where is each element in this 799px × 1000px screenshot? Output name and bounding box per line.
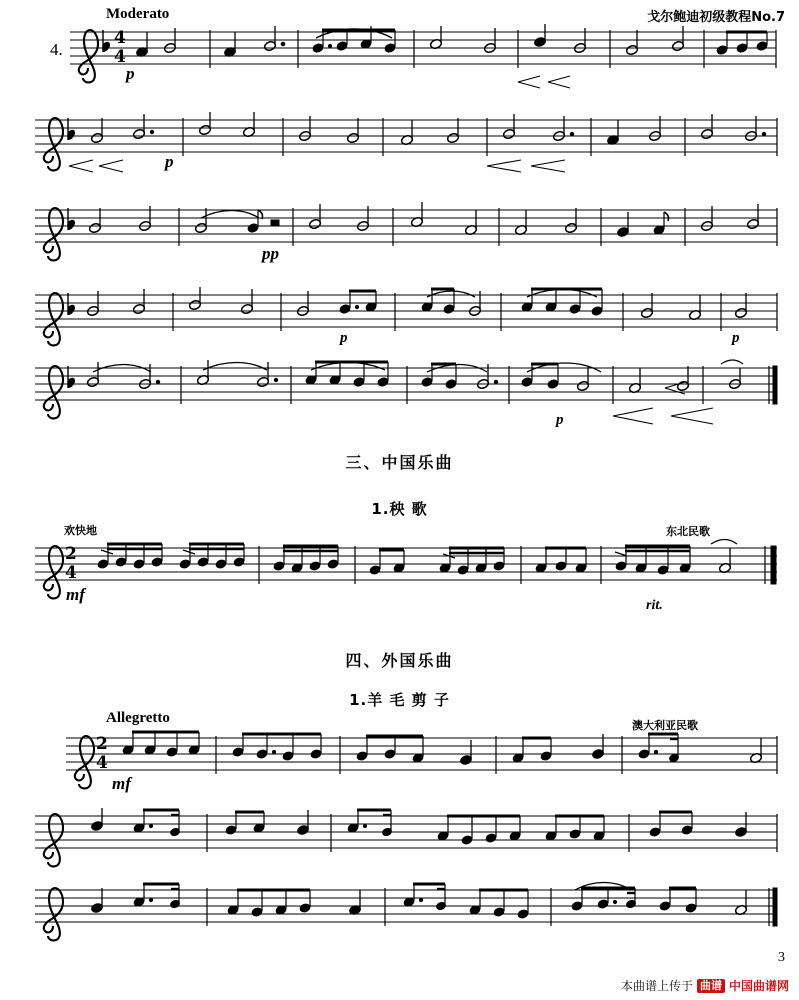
site-logo-icon: 曲谱 bbox=[697, 979, 725, 993]
staff-system-sheep-2 bbox=[35, 806, 787, 872]
staff-system-2 bbox=[35, 110, 787, 178]
section-heading-chinese: 三、中国乐曲 bbox=[345, 453, 454, 472]
footer-credit bbox=[621, 977, 789, 994]
section-heading-foreign: 四、外国乐曲 bbox=[345, 651, 454, 670]
dynamic-mf-sheep: mf bbox=[112, 774, 131, 793]
staff-system-sheep-3 bbox=[35, 880, 787, 946]
svg-text:2: 2 bbox=[65, 544, 77, 564]
svg-text:4: 4 bbox=[96, 753, 108, 773]
staff-system-1 bbox=[70, 22, 788, 92]
tempo-rit: rit. bbox=[646, 598, 663, 613]
svg-text:2: 2 bbox=[96, 734, 108, 754]
site-name[interactable]: 中国曲谱网 bbox=[728, 979, 789, 993]
source-dongbei-folk-song: 东北民歌 bbox=[666, 525, 710, 538]
dynamic-p-4: p bbox=[340, 330, 348, 346]
svg-text:4: 4 bbox=[65, 563, 77, 583]
staff-system-3 bbox=[35, 200, 787, 268]
dynamic-p-1: p bbox=[126, 64, 135, 83]
song-title-shearing-sheep: 1.羊 毛 剪 子 bbox=[349, 691, 450, 709]
dynamic-p-5: p bbox=[732, 330, 740, 346]
dynamic-pp: pp bbox=[262, 244, 279, 263]
dynamic-p-6: p bbox=[556, 412, 564, 428]
staff-system-sheep-1 bbox=[66, 728, 788, 794]
dynamic-p-2: p bbox=[165, 152, 174, 171]
svg-text:4: 4 bbox=[114, 47, 126, 67]
dynamic-mf-yangge: mf bbox=[66, 585, 85, 604]
page-number: 3 bbox=[778, 950, 785, 965]
tempo-moderato: Moderato bbox=[106, 6, 170, 22]
staff-system-5 bbox=[35, 358, 787, 430]
staff-system-4 bbox=[35, 285, 787, 353]
expression-marking-kuaihuaide: 欢快地 bbox=[64, 524, 97, 537]
page-header-title: 戈尔鲍迪初级教程No.7 bbox=[647, 10, 785, 25]
song-title-yangge: 1.秧 歌 bbox=[371, 500, 428, 518]
footer-text: 本曲谱上传于 bbox=[620, 979, 693, 993]
svg-text:4: 4 bbox=[114, 28, 126, 48]
staff-system-yangge-1 bbox=[35, 538, 787, 608]
tempo-allegretto: Allegretto bbox=[106, 710, 170, 726]
source-australian-folk-song: 澳大利亚民歌 bbox=[632, 719, 698, 732]
exercise-number: 4. bbox=[50, 40, 63, 59]
